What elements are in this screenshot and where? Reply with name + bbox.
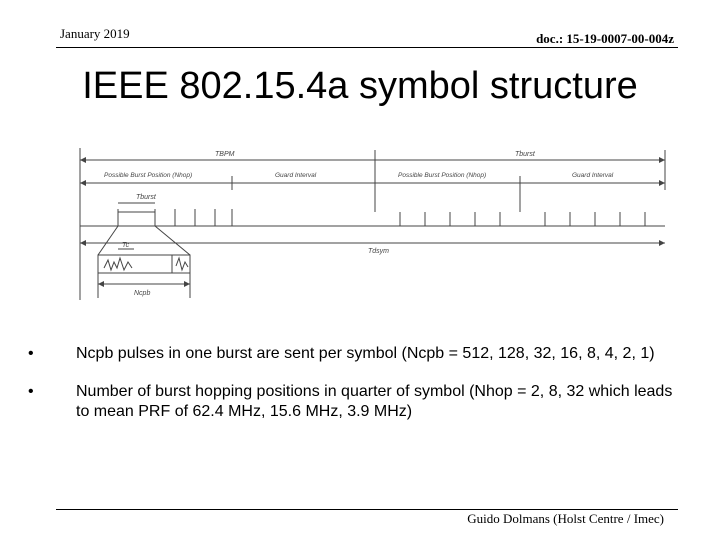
bullet-text: Number of burst hopping positions in quarter of symbol (Nhop = 2, 8, 32 which leads to mean PRF of 62.4 MHz, 15.6 MHz, 3.9 MHz) bbox=[76, 383, 673, 420]
tc-label: Tc bbox=[122, 242, 130, 249]
bullet-marker: • bbox=[28, 383, 34, 400]
bullet-item bbox=[28, 344, 678, 364]
bullet-item bbox=[28, 382, 678, 422]
bullet-text: Ncpb pulses in one burst are sent per symbol (Ncpb = 512, 128, 32, 16, 8, 4, 2, 1) bbox=[76, 345, 655, 362]
bullet-marker: • bbox=[28, 345, 34, 362]
header-doc-number: doc.: 15-19-0007-00-004z bbox=[536, 31, 674, 46]
tdsym-label: Tdsym bbox=[368, 248, 389, 255]
ncpb-label: Ncpb bbox=[134, 290, 151, 297]
footer-rule bbox=[56, 509, 678, 510]
tburst-top-label: Tburst bbox=[515, 151, 535, 158]
possible-burst-left-label: Possible Burst Position (Nhop) bbox=[104, 172, 193, 179]
guard-right-label: Guard Interval bbox=[572, 172, 614, 179]
guard-left-label: Guard Interval bbox=[275, 172, 317, 179]
possible-burst-right-label: Possible Burst Position (Nhop) bbox=[398, 172, 487, 179]
header-date: January 2019 bbox=[60, 26, 130, 41]
slide-title: IEEE 802.15.4a symbol structure bbox=[82, 65, 638, 107]
tburst-inner-label: Tburst bbox=[136, 194, 156, 201]
tbpm-label: TBPM bbox=[215, 151, 235, 158]
bullet-list bbox=[28, 344, 678, 440]
footer-author: Guido Dolmans (Holst Centre / Imec) bbox=[467, 511, 664, 526]
